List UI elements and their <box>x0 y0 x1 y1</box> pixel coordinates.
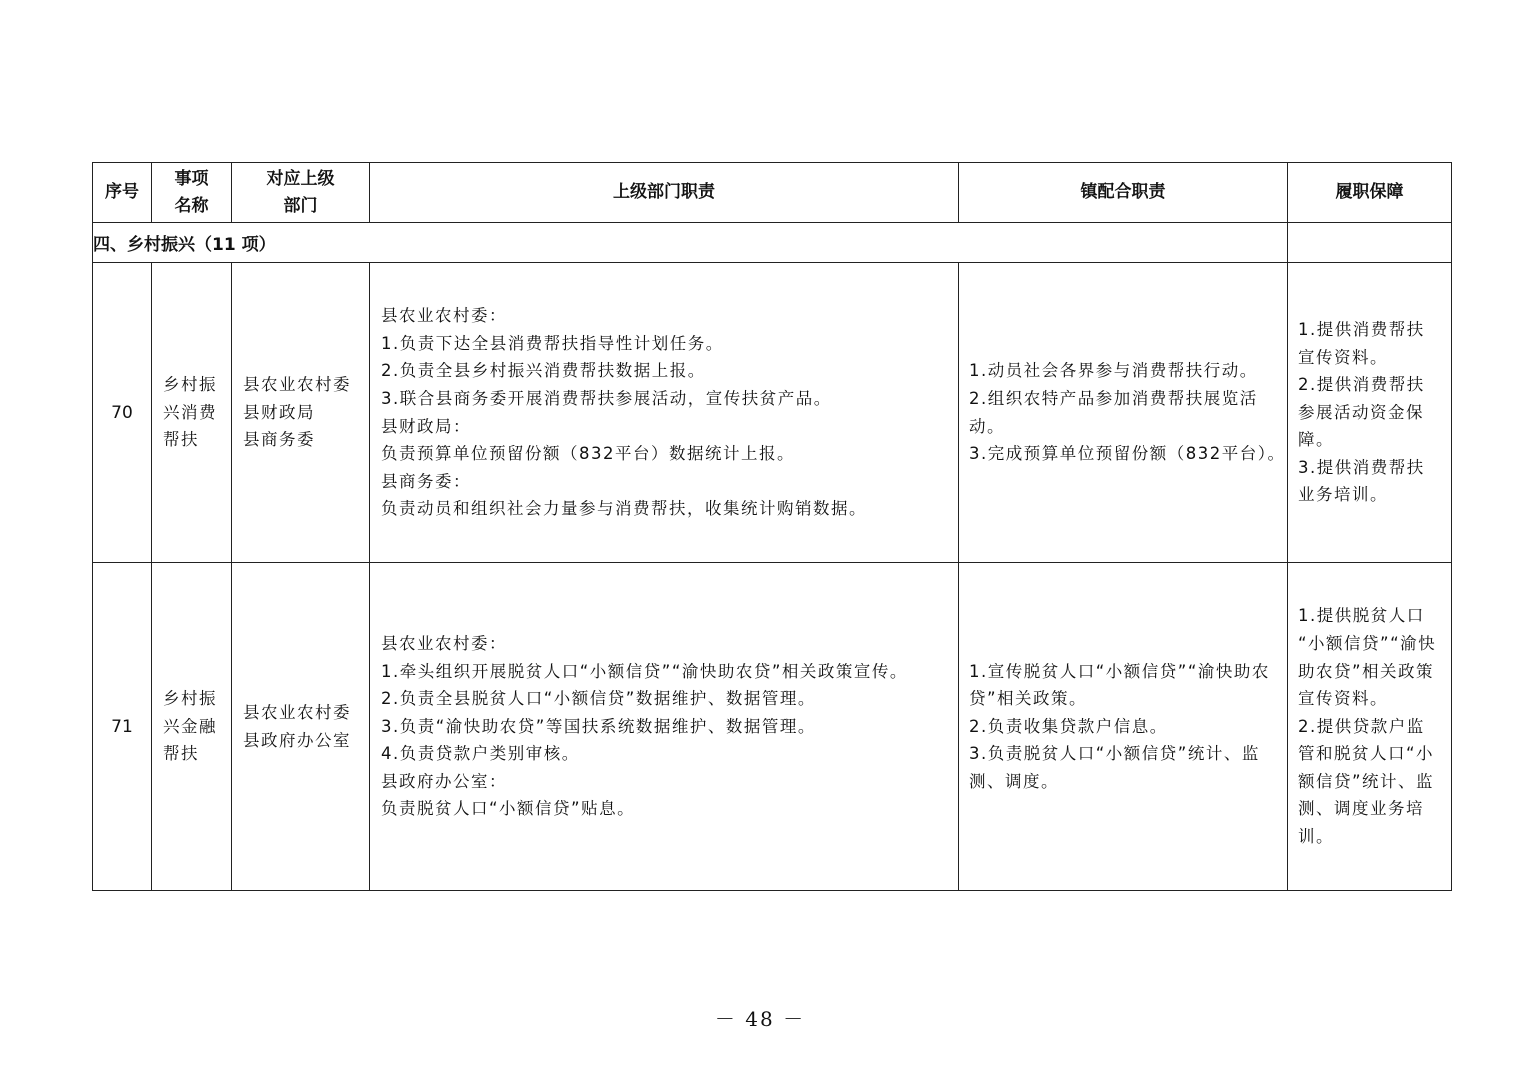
header-row <box>93 163 1452 223</box>
row-seq: 71 <box>93 563 152 891</box>
header-guarantee: 履职保障 <box>1288 163 1452 223</box>
row-guarantee: 1.提供消费帮扶 宣传资料。 2.提供消费帮扶 参展活动资金保 障。 3.提供消费帮扶 业务培训。 <box>1288 263 1452 563</box>
row-upper-duty: 县农业农村委： 1.负责下达全县消费帮扶指导性计划任务。 2.负责全县乡村振兴消费帮扶数据上报。 3.联合县商务委开展消费帮扶参展活动，宣传扶贫产品。 县财政局： 负责预算单位预留份额（832平台）数据统计上报。 县商务委： 负责动员和组织社会力量参与消费帮扶，收集统计购销数据。 <box>370 263 959 563</box>
section-title: 四、乡村振兴（11 项） <box>93 223 1288 263</box>
duty-table <box>92 162 1452 891</box>
section-empty-cell <box>1288 223 1452 263</box>
header-upper-duty: 上级部门职责 <box>370 163 959 223</box>
row-upper-duty: 县农业农村委： 1.牵头组织开展脱贫人口“小额信贷”“渝快助农贷”相关政策宣传。 2.负责全县脱贫人口“小额信贷”数据维护、数据管理。 3.负责“渝快助农贷”等国扶系统数据维护、数据管理。 4.负责贷款户类别审核。 县政府办公室： 负责脱贫人口“小额信贷”贴息。 <box>370 563 959 891</box>
row-guarantee: 1.提供脱贫人口 “小额信贷”“渝快 助农贷”相关政策 宣传资料。 2.提供贷款户监 管和脱贫人口“小 额信贷”统计、监 测、调度业务培 训。 <box>1288 563 1452 891</box>
header-town-duty: 镇配合职责 <box>959 163 1288 223</box>
header-item-name: 事项 名称 <box>152 163 232 223</box>
row-upper-depts: 县农业农村委 县财政局 县商务委 <box>232 263 370 563</box>
row-town-duty: 1.动员社会各界参与消费帮扶行动。 2.组织农特产品参加消费帮扶展览活 动。 3.完成预算单位预留份额（832平台）。 <box>959 263 1288 563</box>
section-row <box>93 223 1452 263</box>
row-seq: 70 <box>93 263 152 563</box>
header-upper-dept: 对应上级 部门 <box>232 163 370 223</box>
row-upper-depts: 县农业农村委 县政府办公室 <box>232 563 370 891</box>
header-seq: 序号 <box>93 163 152 223</box>
row-item-name: 乡村振 兴金融 帮扶 <box>152 563 232 891</box>
row-item-name: 乡村振 兴消费 帮扶 <box>152 263 232 563</box>
table-row <box>93 563 1452 891</box>
row-town-duty: 1.宣传脱贫人口“小额信贷”“渝快助农 贷”相关政策。 2.负责收集贷款户信息。 3.负责脱贫人口“小额信贷”统计、监 测、调度。 <box>959 563 1288 891</box>
table-row <box>93 263 1452 563</box>
page-number: － 48 － <box>714 1007 806 1031</box>
